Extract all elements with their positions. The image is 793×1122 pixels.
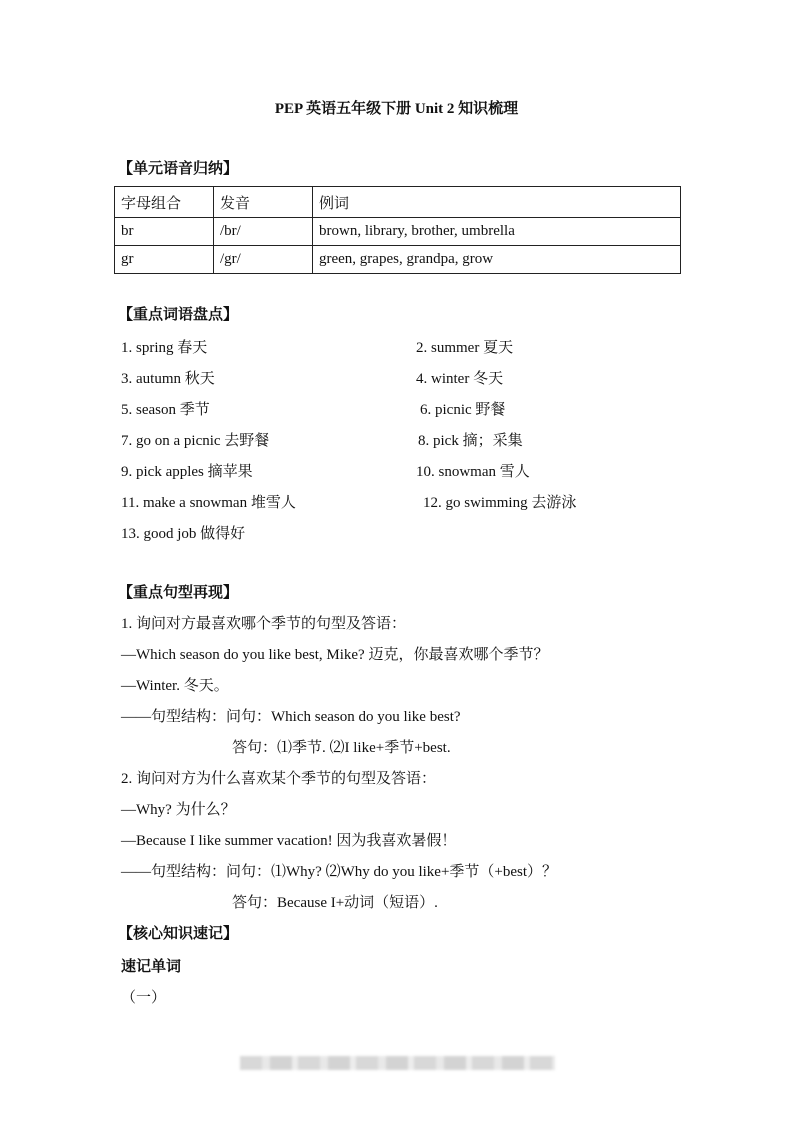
phonics-table: [114, 186, 681, 274]
vocab-item: 5. season 季节: [121, 402, 210, 418]
vocab-item: 11. make a snowman 堆雪人: [121, 495, 296, 511]
section-heading-vocab: 【重点词语盘点】: [118, 307, 239, 323]
vocab-item: 10. snowman 雪人: [416, 464, 530, 480]
sentence-line: ——句型结构：问句：Which season do you like best?: [121, 709, 461, 725]
sentence-line: —Because I like summer vacation! 因为我喜欢暑假！: [121, 833, 457, 849]
table-header-cell: 例词: [313, 187, 681, 218]
table-header-row: [115, 187, 681, 218]
section-heading-phonics: 【单元语音归纳】: [118, 161, 239, 177]
vocab-item: 1. spring 春天: [121, 340, 208, 356]
section-heading-sentences: 【重点句型再现】: [118, 585, 239, 601]
table-cell: gr: [115, 246, 214, 274]
subheading-words: 速记单词: [121, 959, 182, 975]
blurred-footer-watermark: [240, 1056, 555, 1070]
sentence-line: —Why? 为什么？: [121, 802, 236, 818]
table-cell: brown, library, brother, umbrella: [313, 218, 681, 246]
page-title: PEP 英语五年级下册 Unit 2 知识梳理: [274, 101, 519, 117]
sentence-line: ——句型结构：问句：⑴Why? ⑵Why do you like+季节（+best）？: [121, 864, 558, 880]
vocab-item: 9. pick apples 摘苹果: [121, 464, 253, 480]
vocab-item: 13. good job 做得好: [121, 526, 246, 542]
table-cell: br: [115, 218, 214, 246]
table-row: [115, 246, 681, 274]
section-heading-core: 【核心知识速记】: [118, 926, 239, 942]
sentence-line: —Winter. 冬天。: [121, 678, 229, 694]
table-cell: /br/: [214, 218, 313, 246]
vocab-item: 3. autumn 秋天: [121, 371, 215, 387]
sentence-line: 1. 询问对方最喜欢哪个季节的句型及答语：: [121, 616, 407, 632]
sentence-line: 答句：⑴季节. ⑵I like+季节+best.: [232, 740, 451, 756]
part-label: （一）: [121, 990, 167, 1006]
table-header-cell: 发音: [214, 187, 313, 218]
table-cell: green, grapes, grandpa, grow: [313, 246, 681, 274]
sentence-line: 答句：Because I+动词（短语）.: [232, 895, 438, 911]
table-header-cell: 字母组合: [115, 187, 214, 218]
table-cell: /gr/: [214, 246, 313, 274]
vocab-item: 4. winter 冬天: [416, 371, 504, 387]
vocab-item: 6. picnic 野餐: [420, 402, 506, 418]
vocab-item: 7. go on a picnic 去野餐: [121, 433, 270, 449]
vocab-item: 12. go swimming 去游泳: [423, 495, 577, 511]
vocab-item: 8. pick 摘；采集: [418, 433, 523, 449]
sentence-line: 2. 询问对方为什么喜欢某个季节的句型及答语：: [121, 771, 437, 787]
table-row: [115, 218, 681, 246]
vocab-item: 2. summer 夏天: [416, 340, 514, 356]
sentence-line: —Which season do you like best, Mike? 迈克，你最喜欢哪个季节？: [121, 647, 549, 663]
